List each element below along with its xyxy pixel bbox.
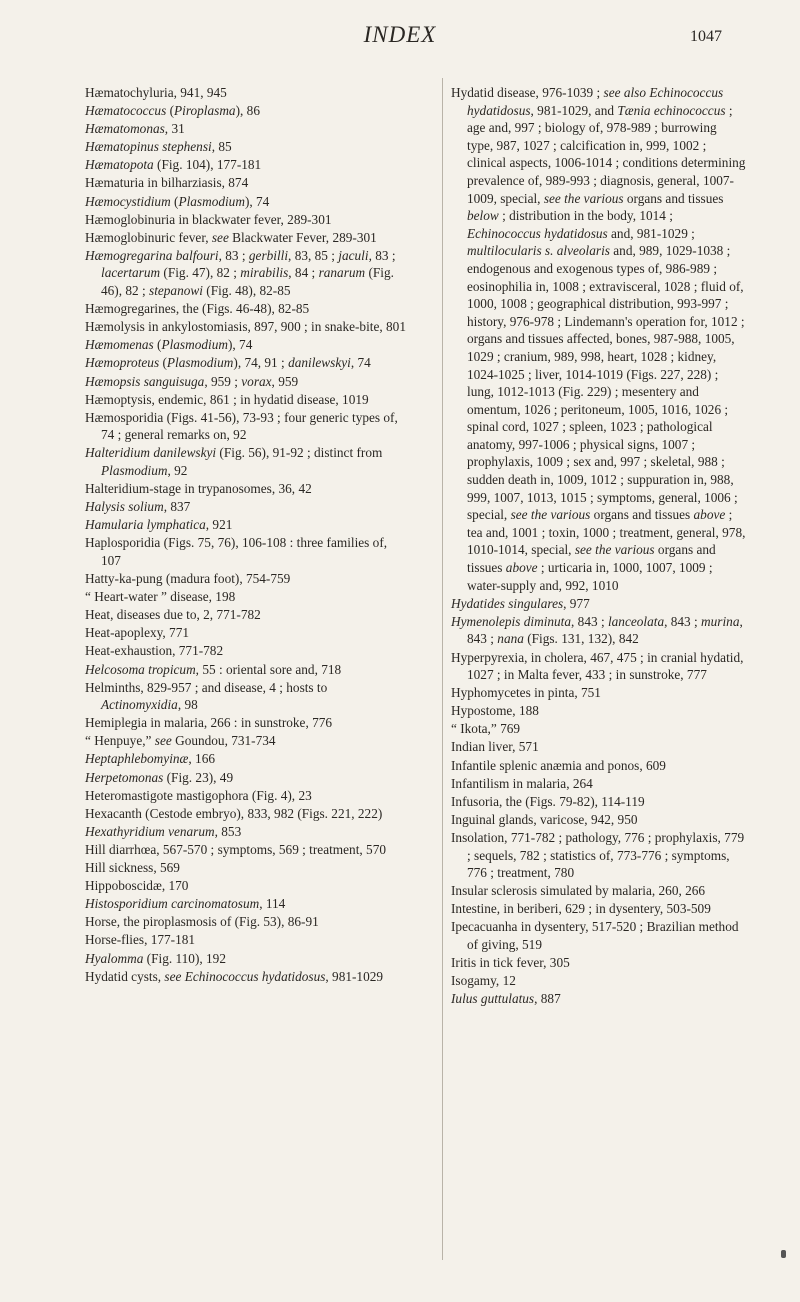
index-entry bbox=[85, 247, 410, 300]
index-entry bbox=[85, 570, 410, 588]
index-entry-text: ), 74 bbox=[227, 337, 253, 353]
index-entry bbox=[85, 931, 410, 949]
index-entry-text: (Fig. 46), 82 ; bbox=[101, 265, 394, 299]
index-entry bbox=[85, 336, 410, 354]
index-entry-text: , 981-1029, and bbox=[530, 102, 618, 118]
index-entry-text: (Fig. 23), 49 bbox=[163, 769, 234, 785]
index-entry-text: Infusoria, the (Figs. 79-82), 114-119 bbox=[451, 793, 645, 809]
index-entry-italic-text: Histosporidium carcinomatosum bbox=[85, 896, 260, 912]
index-entry bbox=[451, 954, 746, 972]
index-entry-text: Hexacanth (Cestode embryo), 833, 982 (Figs. 221, 222) bbox=[85, 805, 383, 821]
running-head bbox=[0, 20, 800, 54]
index-entry bbox=[85, 769, 410, 787]
index-entry bbox=[85, 624, 410, 642]
index-entry-italic-text: Iulus guttulatus bbox=[451, 991, 535, 1007]
index-entry-text: and, 981-1029 ; bbox=[607, 225, 695, 241]
index-entry-text: , 959 bbox=[271, 373, 299, 389]
index-entry bbox=[85, 229, 410, 247]
index-entry-text: , 977 bbox=[563, 595, 590, 611]
index-entry-text: and, 989, 1029-1038 ; endogenous and exogenous types of, 986-989 ; eosinophilia in, 1008 ; extravisceral, 1028 ; fluid of, 1000, 1008 ; geographical distribution, 993-997 ; history, 976-978 ; Lindemann's operation for, 1012 ; organs and tissues affected, bones, 987-988, 1005, 1029 ; cranium, 989, 998, heart, 1028 ; kidney, 1024-1025 ; liver, 1014-1019 (Figs. 227, 228) ; lung, 1012-1013 (Fig. 229) ; mesentery and omentum, 1026 ; peritoneum, 1005, 1016, 1026 ; spinal cord, 1027 ; spleen, 1023 ; pathological anatomy, 997-1006 ; physical signs, 1007 ; prophylaxis, 1009 ; sex and, 997 ; skeletal, 988 ; sudden death in, 1009, 1012 ; suppuration in, 988, 999, 1007, 1013, 1015 ; symptoms, general, 1006 ; special, bbox=[467, 243, 745, 523]
index-entry-text: Halteridium-stage in trypanosomes, 36, 42 bbox=[85, 481, 312, 497]
index-entry bbox=[85, 318, 410, 336]
index-entry bbox=[451, 882, 746, 900]
index-entry-text: Hippoboscidæ, 170 bbox=[85, 878, 189, 894]
index-entry bbox=[85, 156, 410, 174]
index-entry-text: , 166 bbox=[188, 751, 215, 767]
index-entry bbox=[451, 720, 746, 738]
index-entry-italic-text: murina bbox=[701, 613, 740, 629]
index-entry-text: Heat, diseases due to, 2, 771-782 bbox=[85, 607, 261, 623]
index-entry-italic-text: Actinomyxidia bbox=[101, 697, 178, 713]
page-edge-mark bbox=[781, 1250, 786, 1258]
index-entry-italic-text: jaculi bbox=[338, 247, 369, 263]
index-entry-text: Hydatid cysts, bbox=[85, 968, 165, 984]
index-entry-text: Infantile splenic anæmia and ponos, 609 bbox=[451, 757, 666, 773]
index-entry bbox=[451, 702, 746, 720]
index-entry-text: , 853 bbox=[214, 823, 242, 839]
index-entry-text: “ Ikota,” 769 bbox=[451, 721, 521, 737]
index-entry bbox=[85, 444, 410, 479]
index-entry-italic-text: above bbox=[505, 560, 538, 576]
running-title: INDEX bbox=[363, 22, 437, 47]
index-entry-text: , 843 ; bbox=[664, 613, 702, 629]
index-entry-text: Blackwater Fever, 289-301 bbox=[228, 229, 377, 245]
index-entry-italic-text: see bbox=[211, 229, 229, 245]
index-entry-italic-text: Helcosoma tropicum bbox=[85, 661, 196, 677]
index-entry-text: , 83 ; bbox=[368, 247, 396, 263]
index-entry bbox=[451, 738, 746, 756]
index-entry bbox=[451, 918, 746, 953]
index-entry-text: , 887 bbox=[534, 991, 561, 1007]
index-entry-italic-text: Hæmatomonas bbox=[85, 121, 165, 137]
index-entry-italic-text: Hymenolepis diminuta bbox=[451, 613, 572, 629]
index-entry-text: ; age and, 997 ; biology of, 978-989 ; burrowing type, 987, 1027 ; calcification in, 999, 1002 ; clinical aspects, 1006-1014 ; conditions determining prevalence of, 989-993 ; diagnosis, general, 1007-1009, special, bbox=[467, 102, 746, 206]
index-entry-text: (Fig. 110), 192 bbox=[143, 950, 226, 966]
index-entry-italic-text: see also Echinococcus hydatidosus bbox=[467, 85, 724, 118]
index-entry-text: Hemiplegia in malaria, 266 : in sunstroke, 776 bbox=[85, 715, 333, 731]
index-entry bbox=[451, 684, 746, 702]
index-entry-text: Horse-flies, 177-181 bbox=[85, 932, 196, 948]
index-entry bbox=[85, 516, 410, 534]
index-entry bbox=[85, 732, 410, 750]
index-entry-text: Goundou, 731-734 bbox=[171, 733, 276, 749]
index-entry-text: Infantilism in malaria, 264 bbox=[451, 775, 593, 791]
index-entry-text: Hæmoglobinuric fever, bbox=[85, 229, 212, 245]
index-entry bbox=[85, 642, 410, 660]
index-entry bbox=[85, 193, 410, 211]
index-entry bbox=[85, 138, 410, 156]
index-entry bbox=[85, 534, 410, 569]
index-entry-text: organs and tissues bbox=[590, 507, 694, 523]
index-entry-italic-text: Piroplasma bbox=[174, 103, 236, 119]
index-entry bbox=[85, 823, 410, 841]
index-entry-text: , 837 bbox=[163, 499, 191, 515]
index-entry-italic-text: Herpetomonas bbox=[85, 769, 164, 785]
index-entry bbox=[85, 373, 410, 391]
index-entry-italic-text: multilocularis s. alveolaris bbox=[467, 243, 610, 259]
index-entry bbox=[451, 793, 746, 811]
index-entry bbox=[85, 805, 410, 823]
index-entry-text: , 55 : oriental sore and, 718 bbox=[195, 661, 342, 677]
index-entry-italic-text: nana bbox=[497, 631, 524, 647]
index-entry-text: (Fig. 48), 82-85 bbox=[202, 283, 291, 299]
index-entry-text: Ipecacuanha in dysentery, 517-520 ; Brazilian method of giving, 519 bbox=[451, 919, 739, 952]
index-entry bbox=[85, 877, 410, 895]
index-entry-text: ( bbox=[166, 103, 175, 119]
index-entry-text: ), 74, 91 ; bbox=[233, 355, 289, 371]
index-entry-text: , 85 bbox=[211, 139, 232, 155]
index-entry bbox=[85, 661, 410, 679]
index-entry bbox=[85, 679, 410, 714]
index-entry bbox=[85, 102, 410, 120]
index-entry-text: Intestine, in beriberi, 629 ; in dysentery, 503-509 bbox=[451, 901, 711, 917]
index-entry-italic-text: Hæmogregarina balfouri bbox=[85, 247, 219, 263]
index-entry-text: Insolation, 771-782 ; pathology, 776 ; prophylaxis, 779 ; sequels, 782 ; statistics of, 773-776 ; symptoms, 776 ; treatment, 780 bbox=[451, 829, 745, 881]
index-entry-italic-text: ranarum bbox=[318, 265, 366, 281]
index-entry bbox=[85, 913, 410, 931]
index-entry-text: Heat-exhaustion, 771-782 bbox=[85, 643, 224, 659]
index-entry-text: organs and tissues bbox=[623, 190, 724, 206]
index-entry-text: , 843 ; bbox=[571, 613, 608, 629]
index-entry bbox=[451, 990, 746, 1008]
index-entry bbox=[451, 972, 746, 990]
index-entry-italic-text: Tænia echinococcus bbox=[617, 102, 726, 118]
index-entry-italic-text: Hæmatococcus bbox=[85, 103, 167, 119]
index-entry-italic-text: Hæmatopinus stephensi bbox=[85, 139, 212, 155]
index-entry-italic-text: danilewskyi bbox=[288, 355, 351, 371]
index-entry-italic-text: Plasmodium bbox=[166, 355, 234, 371]
index-entry-text: , 981-1029 bbox=[325, 968, 384, 984]
index-entry-text: Iritis in tick fever, 305 bbox=[451, 955, 570, 971]
index-entry-text: Indian liver, 571 bbox=[451, 739, 539, 755]
index-entry-italic-text: gerbilli bbox=[248, 247, 289, 263]
index-column-right bbox=[451, 84, 746, 1008]
index-entry-text: ), 74 bbox=[244, 193, 270, 209]
index-entry-italic-text: Plasmodium bbox=[161, 337, 228, 353]
index-entry-text: ( bbox=[159, 355, 167, 371]
index-entry bbox=[85, 409, 410, 444]
index-entry-text: , 83, 85 ; bbox=[288, 247, 339, 263]
index-entry-italic-text: Hæmocystidium bbox=[85, 193, 171, 209]
index-entry-text: , 31 bbox=[164, 121, 185, 137]
page-number: 1047 bbox=[690, 28, 722, 45]
index-entry-text: ; tea and, 1001 ; toxin, 1000 ; treatment, general, 978, 1010-1014, special, bbox=[467, 507, 746, 558]
index-entry-text: Isogamy, 12 bbox=[451, 973, 516, 989]
index-entry-text: Horse, the piroplasmosis of (Fig. 53), 86-91 bbox=[85, 914, 319, 930]
index-entry-text: Hypostome, 188 bbox=[451, 703, 539, 719]
index-entry bbox=[451, 757, 746, 775]
index-entry bbox=[85, 841, 410, 859]
index-entry-text: Haplosporidia (Figs. 75, 76), 106-108 : three families of, 107 bbox=[85, 535, 388, 568]
index-entry-text: Hæmoglobinuria in blackwater fever, 289-301 bbox=[85, 211, 332, 227]
index-entry-text: Hatty-ka-pung (madura foot), 754-759 bbox=[85, 571, 291, 587]
index-entry-italic-text: Hæmatopota bbox=[85, 157, 154, 173]
index-entry-italic-text: mirabilis bbox=[240, 265, 289, 281]
index-entry-text: ( bbox=[153, 337, 162, 353]
index-entry-text: , 843 ; bbox=[467, 613, 743, 647]
index-entry-text: Hyphomycetes in pinta, 751 bbox=[451, 685, 601, 701]
index-entry bbox=[85, 480, 410, 498]
index-entry bbox=[451, 613, 746, 648]
index-entry-text: Heteromastigote mastigophora (Fig. 4), 23 bbox=[85, 787, 312, 803]
index-entry-italic-text: stepanowi bbox=[149, 283, 203, 299]
index-entry bbox=[451, 811, 746, 829]
index-entry bbox=[451, 595, 746, 613]
index-entry-italic-text: lanceolata bbox=[607, 613, 665, 629]
index-entry-italic-text: Hydatides singulares bbox=[451, 595, 564, 611]
index-entry bbox=[85, 714, 410, 732]
index-entry-text: “ Heart-water ” disease, 198 bbox=[85, 589, 236, 605]
index-entry-italic-text: see the various bbox=[510, 507, 591, 523]
index-entry-text: Hæmatochyluria, 941, 945 bbox=[85, 85, 227, 100]
index-entry-text: organs and tissues bbox=[467, 542, 716, 576]
index-entry-text: Inguinal glands, varicose, 942, 950 bbox=[451, 811, 638, 827]
index-entry-italic-text: Hæmopsis sanguisuga bbox=[85, 373, 205, 389]
index-entry-text: , 84 ; bbox=[288, 265, 319, 281]
index-entry-italic-text: Heptaphlebomyinæ bbox=[85, 751, 189, 767]
index-entry bbox=[85, 84, 410, 102]
index-entry-text: ; distribution in the body, 1014 ; bbox=[498, 208, 673, 224]
index-entry-italic-text: Hyalomma bbox=[85, 950, 144, 966]
index-entry-text: Insular sclerosis simulated by malaria, 260, 266 bbox=[451, 883, 706, 899]
index-entry-text: Hæmogregarines, the (Figs. 46-48), 82-85 bbox=[85, 301, 310, 317]
column-divider bbox=[442, 78, 443, 1260]
index-entry-text: Hæmolysis in ankylostomiasis, 897, 900 ; in snake-bite, 801 bbox=[85, 319, 406, 335]
index-entry-text: Hæmosporidia (Figs. 41-56), 73-93 ; four generic types of, 74 ; general remarks on, 92 bbox=[85, 409, 398, 443]
index-entry-text: , 83 ; bbox=[218, 247, 249, 263]
index-entry bbox=[85, 859, 410, 877]
index-entry bbox=[85, 120, 410, 138]
index-entry-text: Hæmoptysis, endemic, 861 ; in hydatid disease, 1019 bbox=[85, 391, 369, 407]
index-entry-text: “ Henpuye,” bbox=[85, 733, 155, 749]
index-entry-italic-text: Plasmodium bbox=[178, 193, 245, 209]
index-entry bbox=[85, 211, 410, 229]
index-entry-italic-text: Hexathyridium venarum bbox=[85, 823, 215, 839]
index-entry-text: , 114 bbox=[259, 896, 286, 912]
index-entry-text: (Figs. 131, 132), 842 bbox=[523, 631, 639, 647]
index-entry bbox=[85, 174, 410, 192]
index-entry bbox=[85, 968, 410, 986]
index-entry bbox=[85, 300, 410, 318]
index-entry-italic-text: Plasmodium bbox=[101, 462, 168, 478]
index-entry-italic-text: see Echinococcus hydatidosus bbox=[164, 968, 326, 984]
index-entry-italic-text: see bbox=[154, 733, 172, 749]
index-entry-italic-text: see the various bbox=[543, 190, 624, 206]
index-entry-text: (Fig. 56), 91-92 ; distinct from bbox=[216, 445, 383, 461]
index-entry bbox=[451, 84, 746, 594]
index-entry-text: ; urticaria in, 1000, 1007, 1009 ; water-supply and, 992, 1010 bbox=[467, 560, 713, 593]
index-entry-text: Hydatid disease, 976-1039 ; bbox=[451, 85, 604, 100]
index-entry-text: (Fig. 104), 177-181 bbox=[153, 157, 262, 173]
index-entry-italic-text: above bbox=[693, 507, 726, 523]
index-entry-text: Heat-apoplexy, 771 bbox=[85, 625, 189, 641]
index-column-left bbox=[85, 84, 410, 986]
index-entry bbox=[451, 829, 746, 882]
index-entry-text: , 921 bbox=[205, 517, 233, 533]
index-entry-text: , 74 bbox=[350, 355, 371, 371]
index-entry-text: Hæmaturia in bilharziasis, 874 bbox=[85, 175, 249, 191]
index-entry-text: , 959 ; bbox=[204, 373, 242, 389]
index-entry bbox=[451, 900, 746, 918]
index-entry bbox=[85, 950, 410, 968]
index-entry bbox=[85, 391, 410, 409]
index-entry bbox=[85, 354, 410, 372]
index-entry-italic-text: below bbox=[467, 208, 499, 224]
index-entry-italic-text: Halysis solium bbox=[85, 499, 164, 515]
index-entry-italic-text: see the various bbox=[574, 542, 655, 558]
index-entry bbox=[85, 750, 410, 768]
index-entry-text: Helminths, 829-957 ; and disease, 4 ; hosts to bbox=[85, 679, 328, 695]
index-entry bbox=[451, 775, 746, 793]
index-entry-italic-text: Echinococcus hydatidosus bbox=[467, 225, 608, 241]
index-entry-text: Hill sickness, 569 bbox=[85, 860, 180, 876]
index-entry bbox=[85, 606, 410, 624]
index-entry-text: ( bbox=[170, 193, 179, 209]
index-entry-text: (Fig. 47), 82 ; bbox=[160, 265, 241, 281]
index-entry-italic-text: lacertarum bbox=[101, 265, 161, 281]
index-entry-text: , 92 bbox=[167, 462, 188, 478]
index-entry-italic-text: Hamularia lymphatica bbox=[85, 517, 206, 533]
index-entry bbox=[451, 649, 746, 684]
index-entry-text: ), 86 bbox=[235, 103, 260, 119]
index-entry-text: , 98 bbox=[177, 697, 198, 713]
index-entry-italic-text: vorax bbox=[241, 373, 272, 389]
index-entry bbox=[85, 588, 410, 606]
index-entry-text: Hill diarrhœa, 567-570 ; symptoms, 569 ; treatment, 570 bbox=[85, 841, 386, 857]
index-entry-italic-text: Halteridium danilewskyi bbox=[85, 445, 217, 461]
index-entry-text: Hyperpyrexia, in cholera, 467, 475 ; in cranial hydatid, 1027 ; in Malta fever, 433 ; in sunstroke, 777 bbox=[451, 649, 744, 683]
index-entry-italic-text: Hæmoproteus bbox=[85, 355, 160, 371]
index-entry-italic-text: Hæmomenas bbox=[85, 337, 154, 353]
index-entry bbox=[85, 787, 410, 805]
index-entry bbox=[85, 498, 410, 516]
index-entry bbox=[85, 895, 410, 913]
